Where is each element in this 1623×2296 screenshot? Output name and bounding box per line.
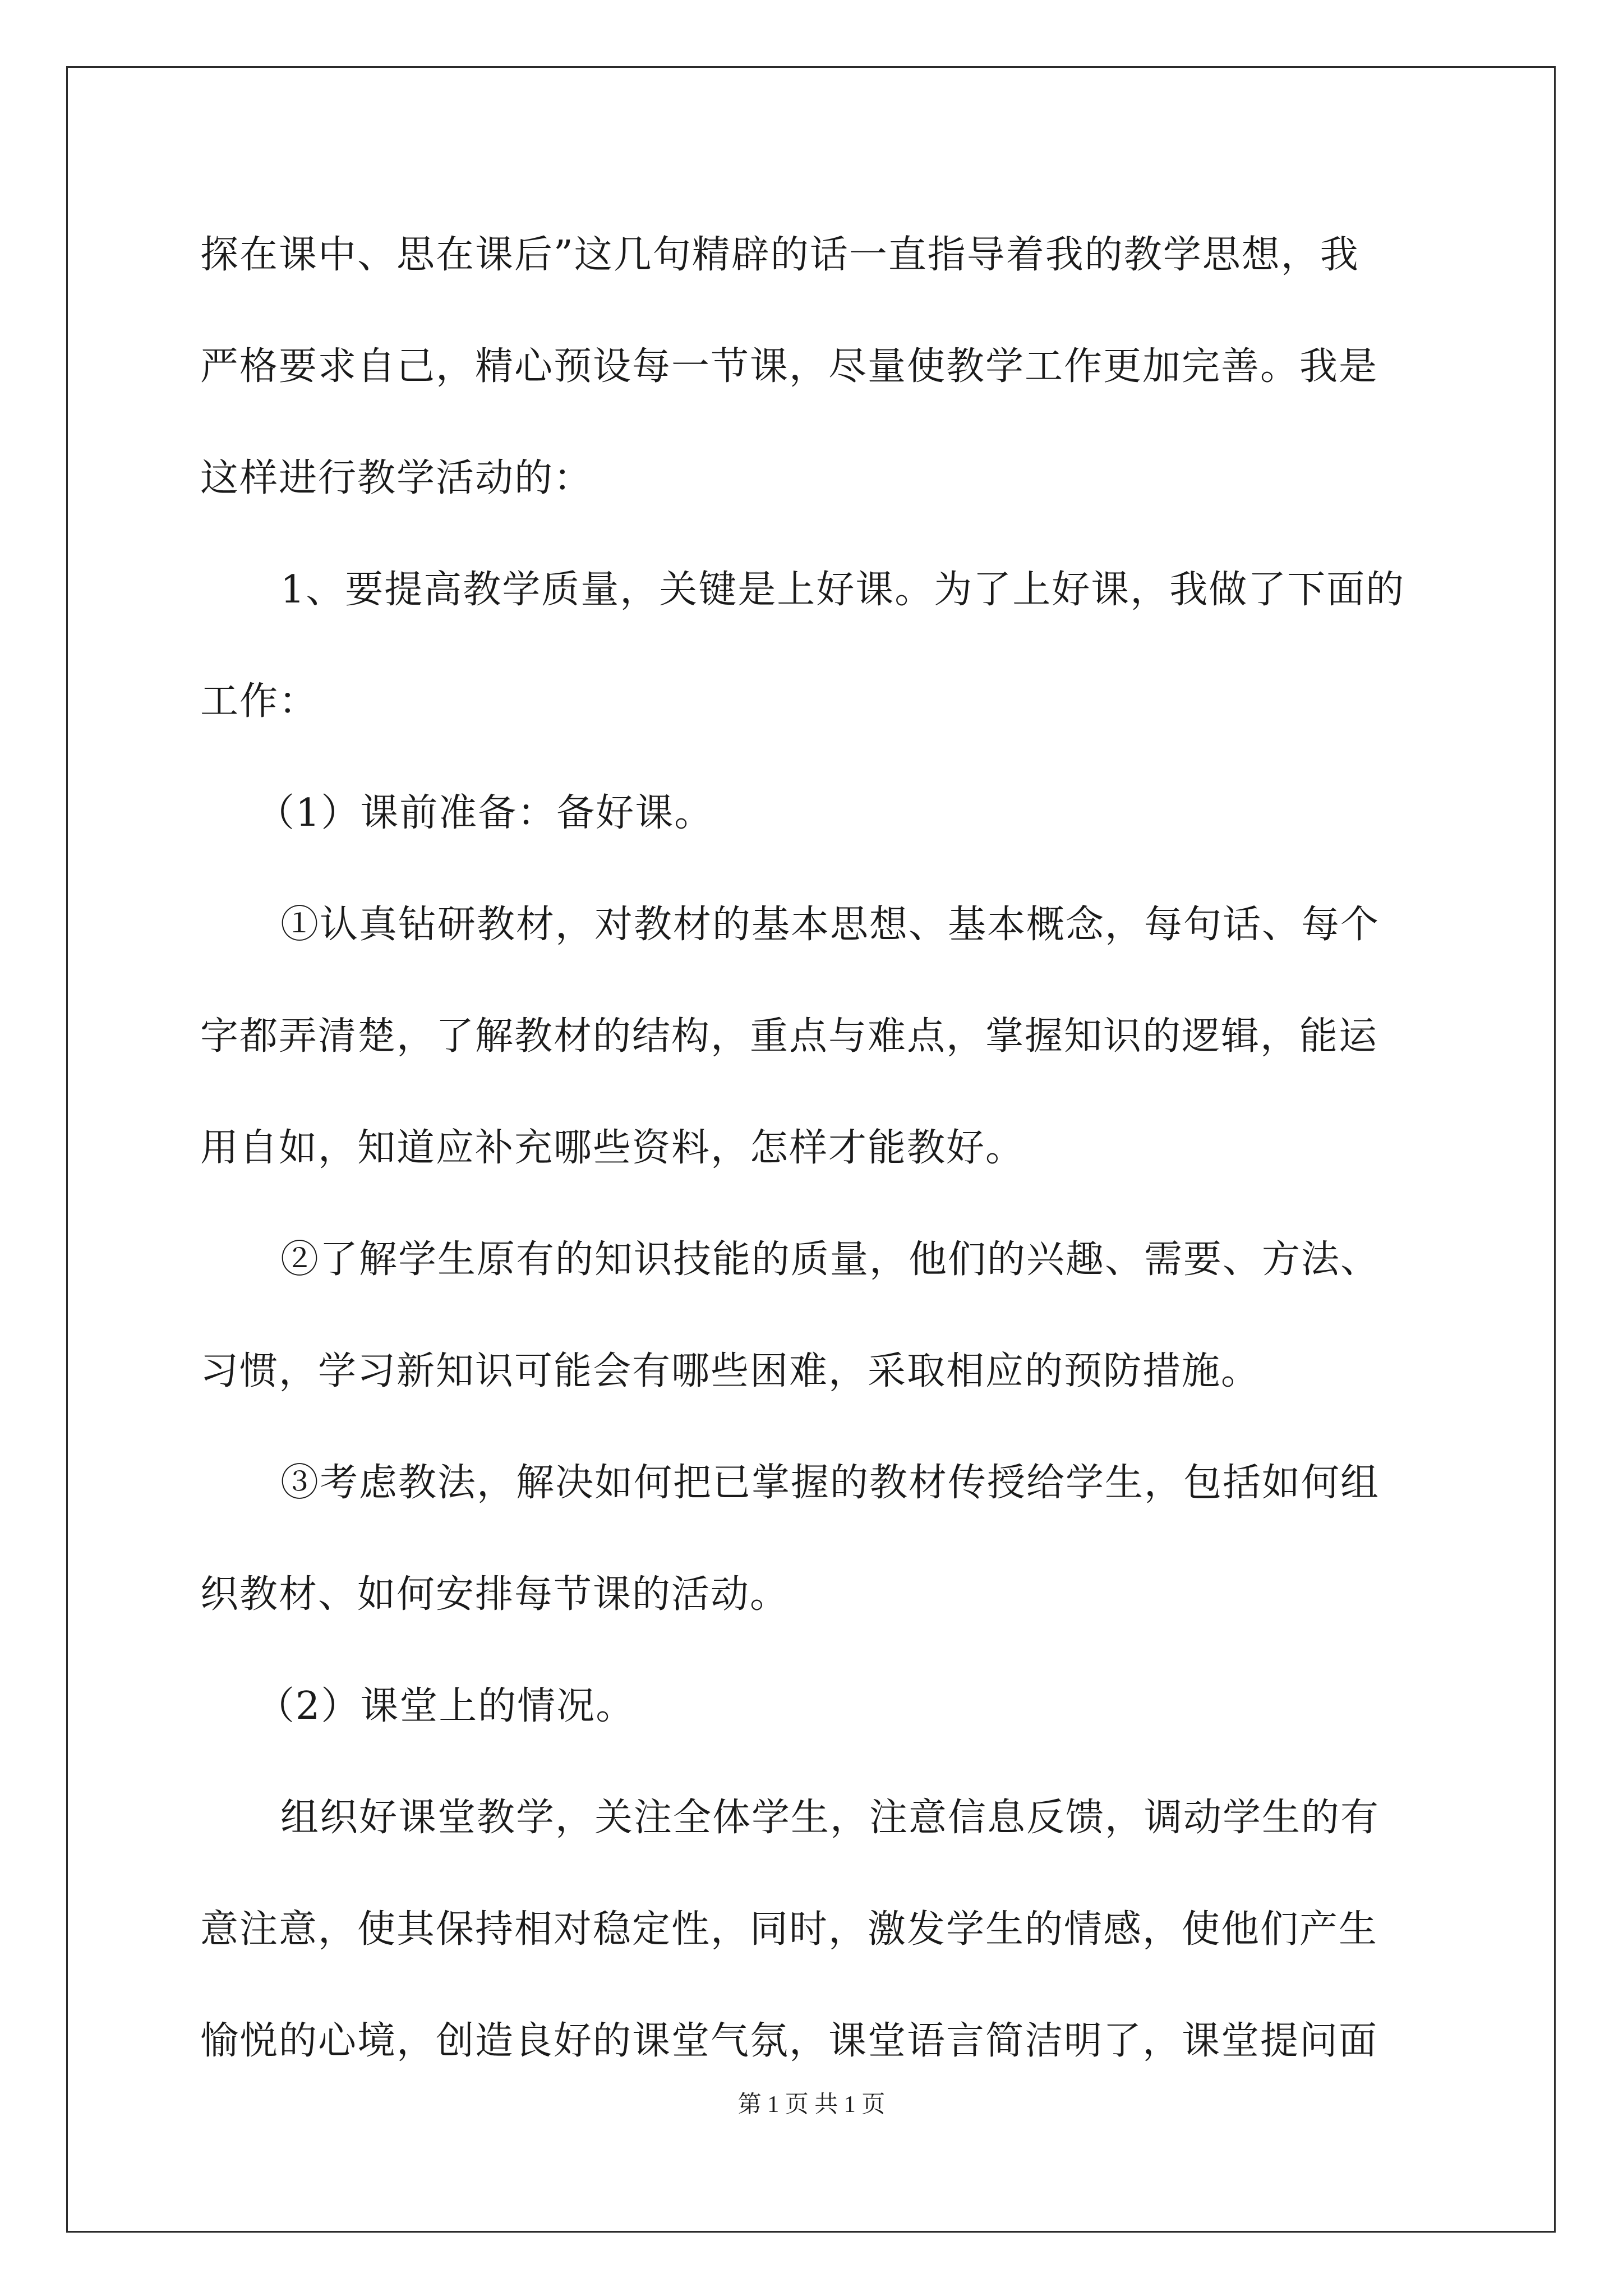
text-line: （2）课堂上的情况。 xyxy=(256,1684,635,1728)
text-line: 字都弄清楚，了解教材的结构，重点与难点，掌握知识的逻辑，能运 xyxy=(200,1014,1378,1059)
text-line: ②了解学生原有的知识技能的质量，他们的兴趣、需要、方法、 xyxy=(280,1237,1380,1282)
text-line: 1、要提高教学质量，关键是上好课。为了上好课，我做了下面的 xyxy=(280,568,1405,612)
text-line: 探在课中、思在课后”这几句精辟的话一直指导着我的教学思想，我 xyxy=(200,233,1359,277)
text-line: ①认真钻研教材，对教材的基本思想、基本概念，每句话、每个 xyxy=(280,903,1380,947)
page-footer: 第 1 页 共 1 页 xyxy=(737,2092,886,2118)
text-line: 习惯，学习新知识可能会有哪些困难，采取相应的预防措施。 xyxy=(200,1349,1261,1393)
text-line: （1）课前准备：备好课。 xyxy=(256,791,714,835)
text-line: 意注意，使其保持相对稳定性，同时，激发学生的情感，使他们产生 xyxy=(200,1907,1378,1952)
text-line: 组织好课堂教学，关注全体学生，注意信息反馈，调动学生的有 xyxy=(280,1796,1380,1840)
text-line: 愉悦的心境，创造良好的课堂气氛，课堂语言简洁明了，课堂提问面 xyxy=(200,2019,1378,2063)
text-line: 用自如，知道应补充哪些资料，怎样才能教好。 xyxy=(200,1126,1025,1170)
text-line: 织教材、如何安排每节课的活动。 xyxy=(200,1572,790,1617)
text-line: 这样进行教学活动的： xyxy=(200,456,593,500)
text-line: 严格要求自己，精心预设每一节课，尽量使教学工作更加完善。我是 xyxy=(200,344,1378,389)
text-line: 工作： xyxy=(200,679,319,724)
text-line: ③考虑教法，解决如何把已掌握的教材传授给学生，包括如何组 xyxy=(280,1461,1380,1505)
